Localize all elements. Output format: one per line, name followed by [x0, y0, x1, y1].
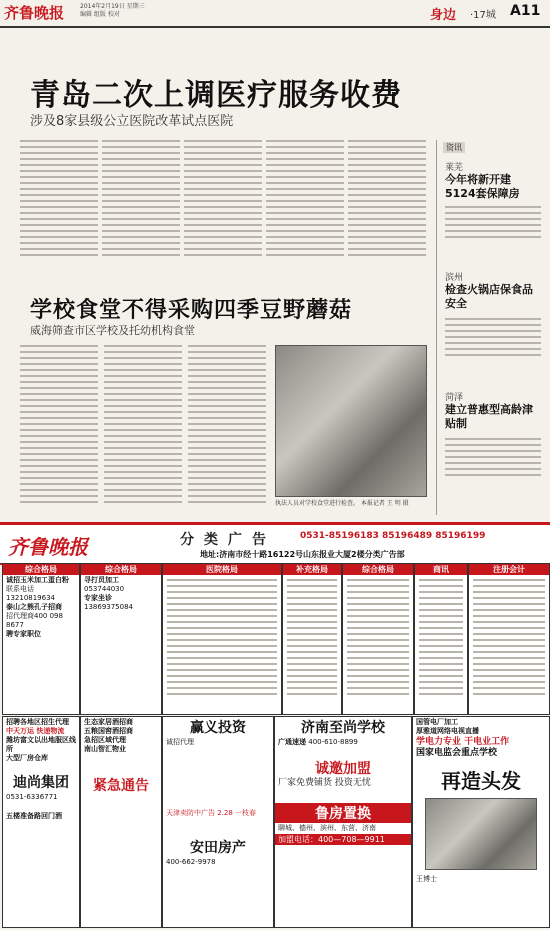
article1-col — [266, 140, 344, 260]
ad-category: 综合格局 — [81, 564, 161, 575]
ad-text: 王博士 — [416, 875, 437, 883]
ad-text: 国管电厂加工 厚雅道网络电视直播 — [416, 718, 479, 735]
article1-col — [184, 140, 262, 260]
ad-box — [414, 563, 468, 715]
ad-box — [162, 563, 282, 715]
ad-text: 天津卖防中广告 2.28 一枝春 — [166, 809, 257, 817]
ad-title: 分类广告 — [180, 532, 276, 548]
ad-box — [342, 563, 414, 715]
article2-col — [20, 345, 98, 507]
sidebar-title: 今年将新开建5124套保障房 — [445, 173, 520, 200]
ad-text: 厂家免费铺货 投资无忧 — [278, 778, 371, 788]
ad-text: 诚邀加盟 — [315, 761, 371, 777]
page-number: A11 — [510, 3, 541, 19]
sidebar-header: 资讯 — [443, 142, 465, 153]
ad-text: 诚招玉米加工蛋白粉 联系电话13210819634 泰山之熊孔子招商 招代理商400 098 8677 聘专家职位 — [6, 576, 69, 638]
ad-category: 综合格局 — [3, 564, 79, 575]
ad-category: 商讯 — [415, 564, 467, 575]
ad-box — [282, 563, 342, 715]
sidebar-city: 滨州 — [445, 273, 464, 283]
ad-box — [80, 716, 162, 928]
ad-text: 鲁房置换 — [275, 803, 411, 823]
sidebar-city: 莱芜 — [445, 163, 464, 173]
ad-text — [283, 575, 341, 703]
ad-text: 国家电监会重点学校 — [416, 748, 498, 758]
ad-box — [80, 563, 162, 715]
article2-col — [104, 345, 182, 507]
ad-box — [468, 563, 550, 715]
sidebar-title: 建立普惠型高龄津贴制 — [445, 403, 533, 430]
article2-col — [188, 345, 266, 507]
ad-box — [412, 716, 550, 928]
ad-category: 综合格局 — [343, 564, 413, 575]
ad-phones: 0531-85196183 85196489 85196199 — [300, 531, 486, 541]
sidebar-text — [445, 206, 541, 242]
article1-col — [102, 140, 180, 260]
ad-text: 五楼准备路回门酒 — [6, 812, 62, 820]
ad-text: 寻打员加工 053744030 专家坐诊 13869375084 — [84, 576, 133, 611]
classified-header — [0, 522, 550, 565]
ad-text: 400-662-9978 — [166, 858, 216, 866]
sidebar-title: 检查火锅店保食品安全 — [445, 283, 533, 310]
ad-text: 再造头发 — [441, 769, 521, 793]
section-sub: ·17城 — [470, 10, 496, 21]
masthead — [0, 0, 550, 28]
ad-text: 生态家居酒招商 五粮国窖酒招商 急招区域代理 南山智汇物业 — [84, 718, 133, 753]
ad-text — [163, 575, 281, 703]
article1-body — [20, 140, 430, 270]
ad-text — [343, 575, 413, 703]
ad-box — [274, 716, 412, 928]
newspaper-logo: 齐鲁晚报 — [4, 4, 65, 22]
sidebar-city: 菏泽 — [445, 393, 464, 403]
ad-box — [2, 716, 80, 928]
photo-caption: 执法人员对学校食堂进行检查。 本报记者 王 明 摄 — [275, 500, 409, 507]
ad-text: 济南至尚学校 — [301, 720, 385, 736]
issue-date: 2014年2月19日 星期三 编辑 组版 校对 — [80, 3, 145, 18]
article2-body — [20, 345, 270, 515]
ad-category: 补充格局 — [283, 564, 341, 575]
ad-text: 加盟电话：400—708—9911 — [275, 834, 411, 845]
ad-text: 诚招代理 — [166, 738, 194, 746]
ad-logo: 齐鲁晚报 — [8, 535, 88, 559]
ad-address: 地址:济南市经十路16122号山东报业大厦2楼分类广告部 — [200, 550, 405, 559]
ad-category: 医院格局 — [163, 564, 281, 575]
ad-text: 紧急通告 — [93, 778, 149, 794]
ad-text: 招聘各地区招生代理 中天万运 快递物流 潍坊富文以出地服区线所 大型厂房仓库 — [6, 718, 76, 762]
ad-photo — [425, 798, 537, 870]
article2-subtitle: 威海筛查市区学校及托幼机构食堂 — [30, 324, 195, 337]
ad-box — [162, 716, 274, 928]
news-sidebar — [436, 140, 543, 515]
ad-box — [2, 563, 80, 715]
article2-title: 学校食堂不得采购四季豆野蘑菇 — [30, 297, 353, 323]
ad-text: 迪尚集团 — [13, 775, 69, 791]
ad-text — [469, 575, 549, 703]
article1-title: 青岛二次上调医疗服务收费 — [30, 78, 402, 113]
ad-text: 0531-6336771 — [6, 793, 58, 801]
ad-text: 赢义投资 — [190, 720, 246, 736]
ad-text — [415, 575, 467, 703]
section-name: 身边 — [430, 8, 457, 23]
ad-text: 学电力专业 干电业工作 — [416, 737, 510, 747]
ad-text: 安田房产 — [190, 840, 246, 856]
article1-col — [348, 140, 426, 260]
sidebar-text — [445, 438, 541, 480]
ad-text: 广通速递 400-610-8899 — [278, 738, 358, 746]
ad-text: 聊城、德州、滨州、东营、济南 — [278, 824, 376, 832]
sidebar-text — [445, 318, 541, 360]
article1-col — [20, 140, 98, 260]
ad-category: 注册会计 — [469, 564, 549, 575]
article2-photo — [275, 345, 427, 497]
article1-subtitle: 涉及8家县级公立医院改革试点医院 — [30, 114, 234, 129]
